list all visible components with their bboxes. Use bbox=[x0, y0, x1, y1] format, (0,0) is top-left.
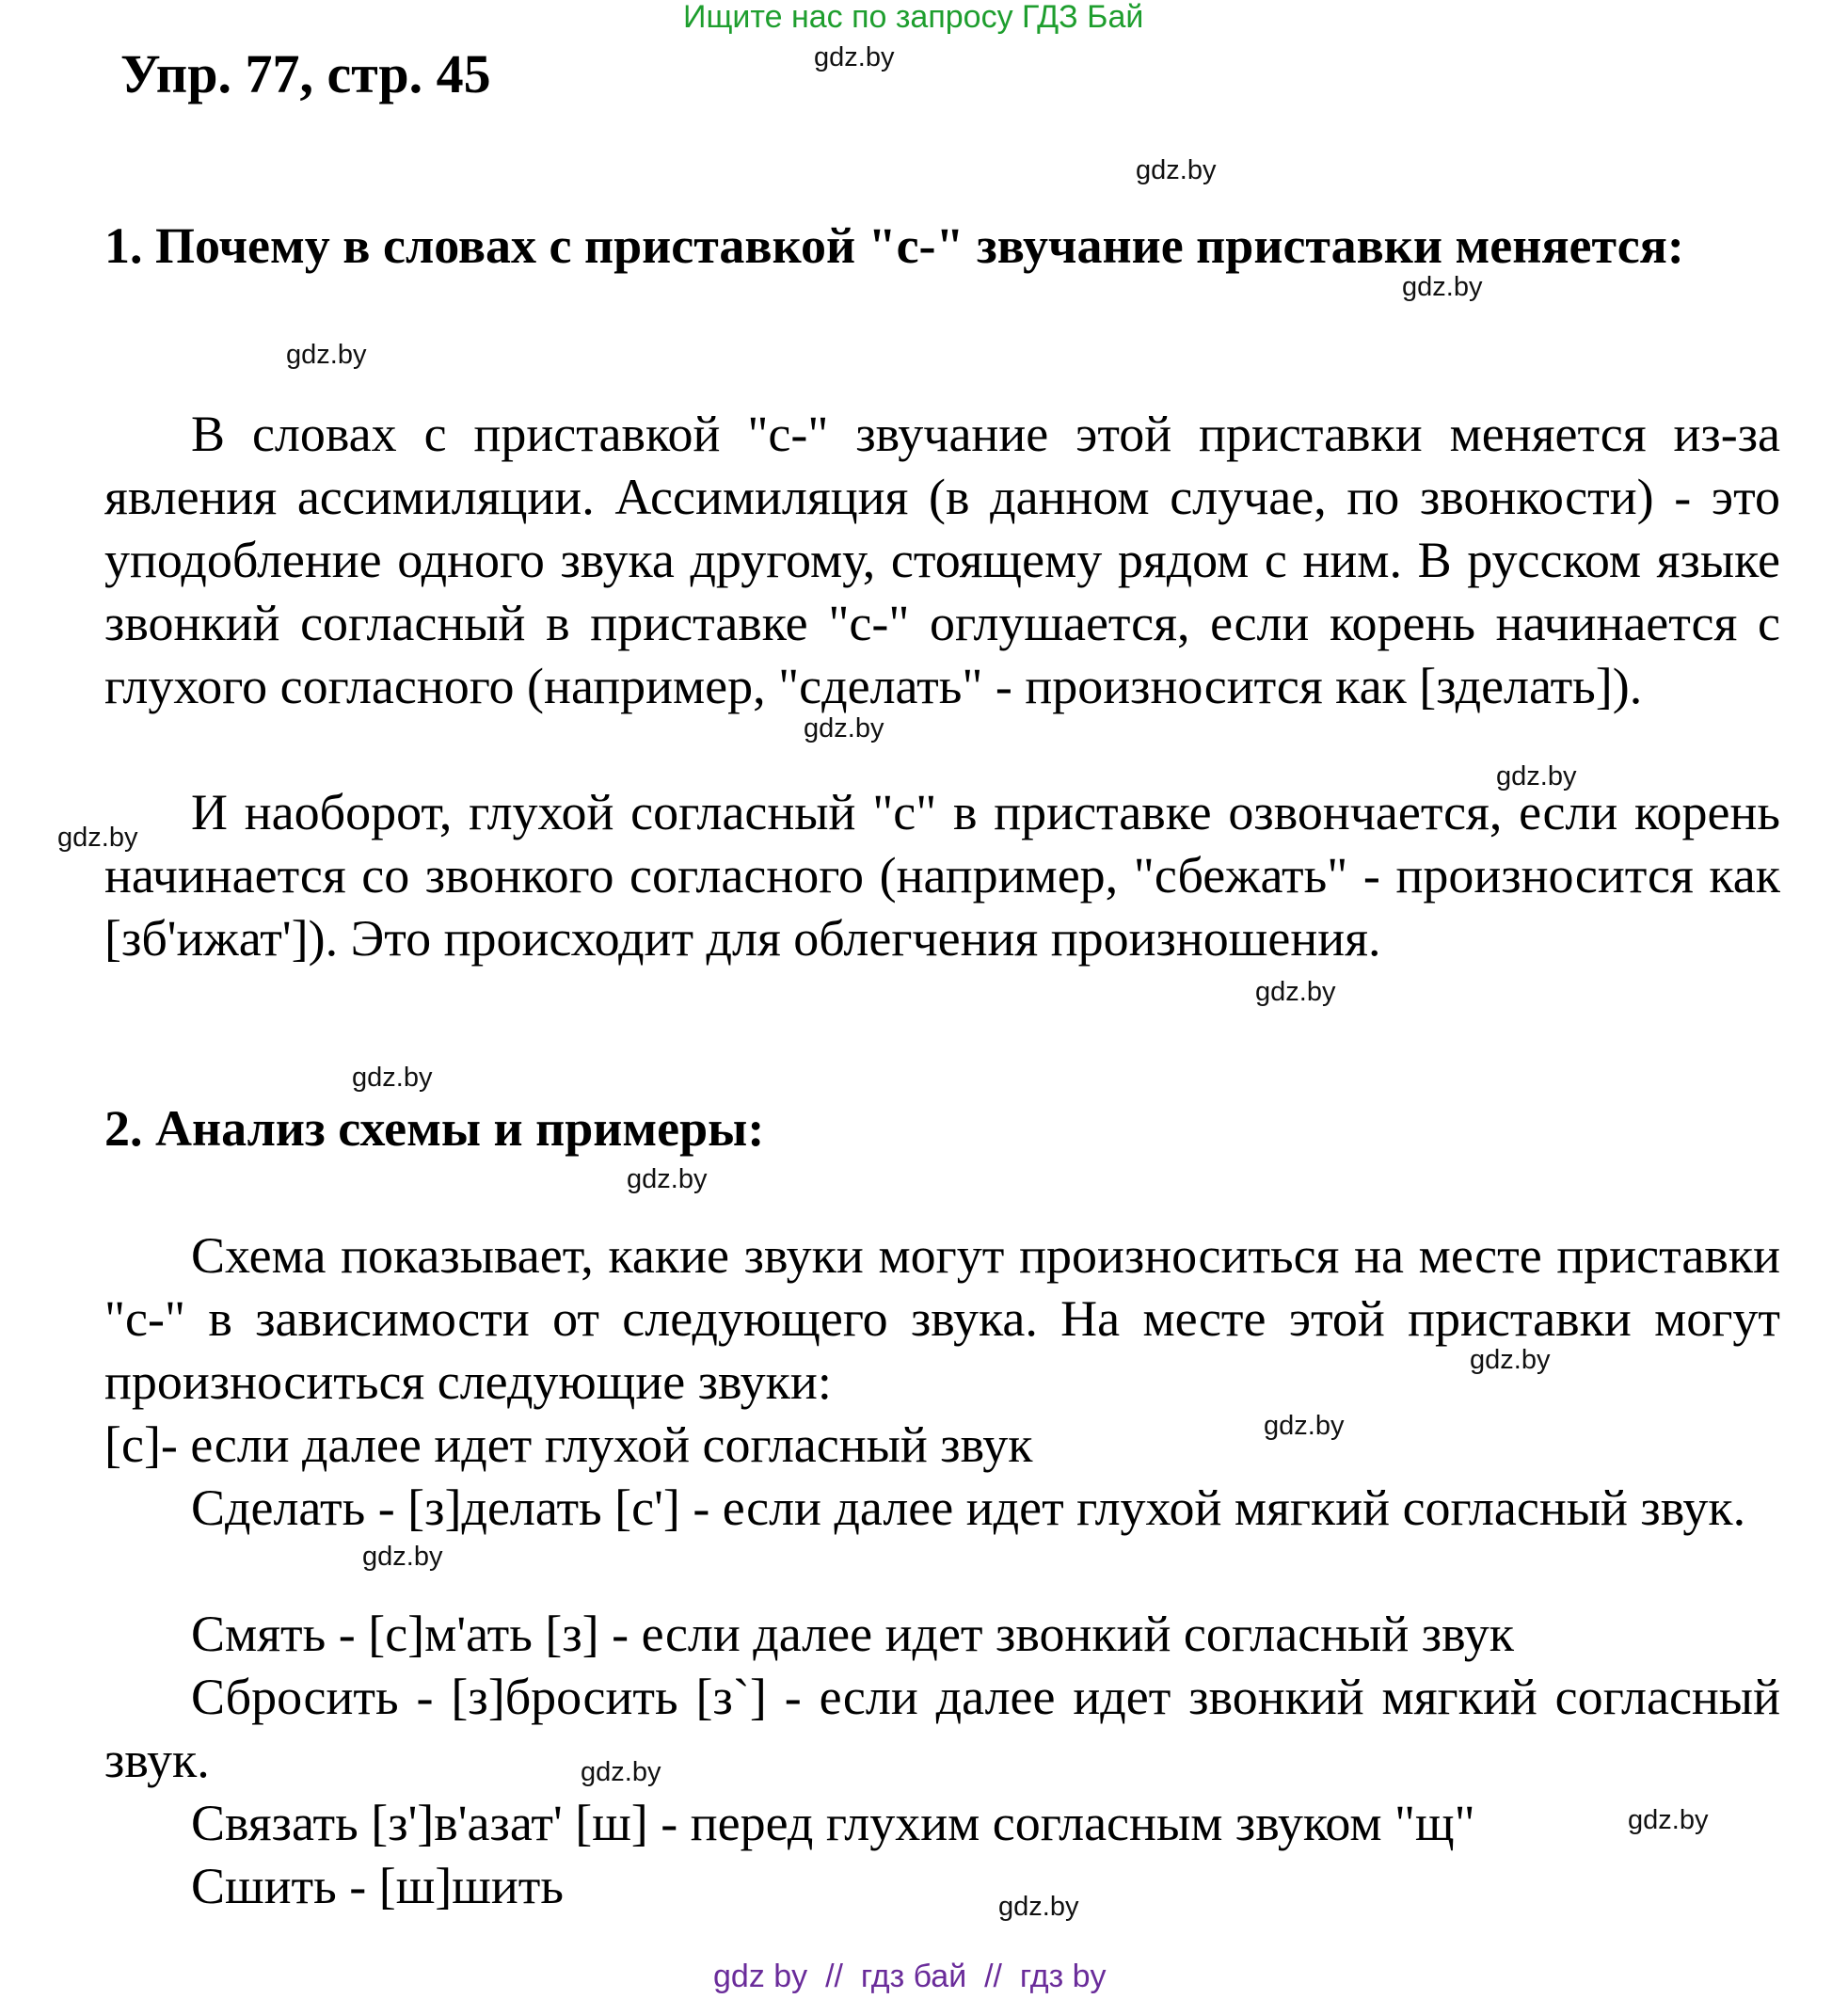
section1-paragraph1 bbox=[104, 403, 1780, 718]
watermark: gdz.by bbox=[1255, 977, 1336, 1007]
search-banner: Ищите нас по запросу ГДЗ Бай bbox=[683, 0, 1144, 35]
section1-paragraph2 bbox=[104, 781, 1780, 970]
watermark: gdz.by bbox=[1628, 1805, 1709, 1835]
watermark: gdz.by bbox=[627, 1164, 708, 1194]
watermark: gdz.by bbox=[1470, 1345, 1551, 1375]
watermark: gdz.by bbox=[998, 1892, 1079, 1922]
watermark: gdz.by bbox=[1264, 1411, 1345, 1441]
section2-heading: 2. Анализ схемы и примеры: bbox=[104, 1100, 765, 1157]
watermark: gdz.by bbox=[57, 823, 138, 853]
section1-heading: 1. Почему в словах с приставкой "с-" звучание приставки меняется: bbox=[104, 217, 1684, 274]
sound-s-line: [с]- если далее идет глухой согласный звук bbox=[104, 1416, 1033, 1473]
section2-intro-text: Схема показывает, какие звуки могут произноситься на месте приставки "с-" в зависимости от следующего звука. На месте этой приставки могут произноситься следующие звуки: bbox=[104, 1227, 1780, 1410]
watermark: gdz.by bbox=[581, 1757, 661, 1787]
example-svyazat: Связать [з']в'азат' [ш] - перед глухим согласным звуком "щ" bbox=[191, 1795, 1475, 1851]
example-sdelat-text: Сделать - [з]делать [с'] - если далее идет глухой мягкий согласный звук. bbox=[191, 1479, 1746, 1536]
example-sbrosit bbox=[104, 1666, 1780, 1792]
section2-intro bbox=[104, 1224, 1780, 1414]
section1-paragraph1-text: В словах с приставкой "с-" звучание этой приставки меняется из-за явления ассимиляции. Ассимиляция (в данном случае, по звонкости) - это уподобление одного звука другому, стоящему рядом с ним. В русском языке звонкий согласный в приставке "с-" оглушается, если корень начинается с глухого согласного (например, "сделать" - произносится как [зделать]). bbox=[104, 406, 1780, 714]
example-sdelat bbox=[104, 1477, 1780, 1540]
watermark: gdz.by bbox=[352, 1063, 433, 1093]
example-sbrosit-text: Сбросить - [з]бросить [з`] - если далее идет звонкий мягкий согласный звук. bbox=[104, 1669, 1780, 1788]
watermark: gdz.by bbox=[286, 340, 367, 370]
watermark: gdz.by bbox=[804, 713, 884, 744]
footer-watermark: gdz by // гдз бай // гдз by bbox=[713, 1959, 1107, 1994]
watermark: gdz.by bbox=[1136, 155, 1217, 185]
example-sshit: Сшить - [ш]шить bbox=[191, 1858, 564, 1914]
watermark: gdz.by bbox=[1496, 761, 1577, 792]
watermark: gdz.by bbox=[1402, 272, 1483, 302]
example-smyat: Смять - [с]м'ать [з] - если далее идет звонкий согласный звук bbox=[191, 1606, 1514, 1662]
watermark: gdz.by bbox=[362, 1542, 443, 1572]
watermark: gdz.by bbox=[814, 42, 895, 72]
section1-paragraph2-text: И наоборот, глухой согласный "с" в приставке озвончается, если корень начинается со звонкого согласного (например, "сбежать" - произносится как [зб'ижат']). Это происходит для облегчения произношения. bbox=[104, 784, 1780, 967]
page-title: Упр. 77, стр. 45 bbox=[120, 43, 491, 104]
